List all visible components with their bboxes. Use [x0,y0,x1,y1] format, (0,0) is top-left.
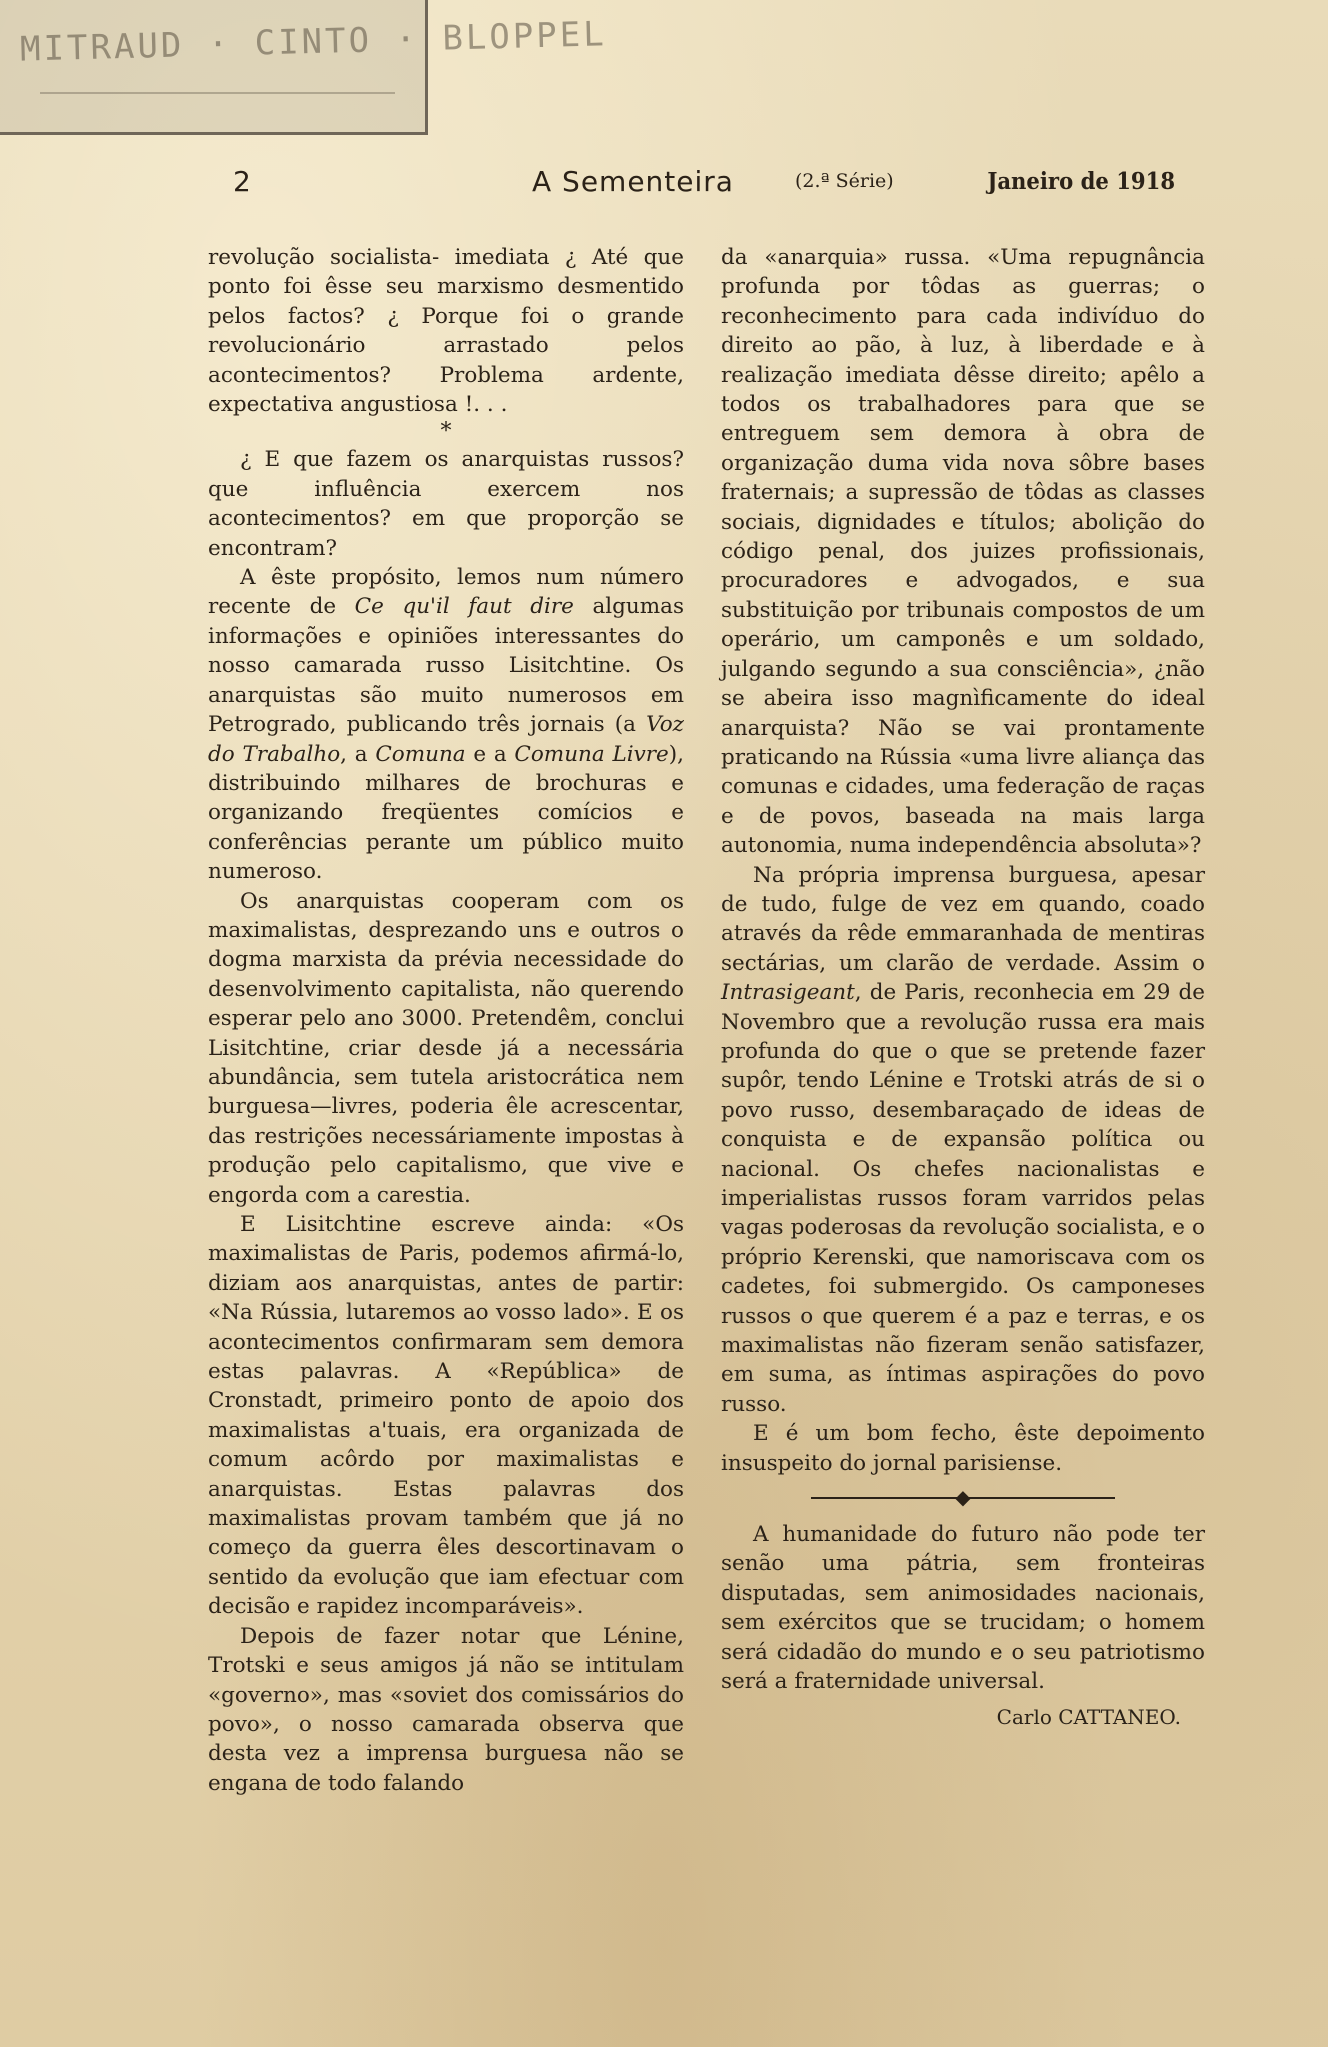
paragraph: da «anarquia» russa. «Uma repugnância profunda por tôdas as guerras; o reconhecimento para cada indivíduo do direito ao pão, à luz, à liberdade e à realização imediata dêsse direito; apêlo a todos os trabalhadores para que se entreguem sem demora à obra de organização duma vida nova sôbre bases fraternais; a supressão de tôdas as classes sociais, dignidades e títulos; abolição do código penal, dos juizes profissionais, procuradores e advogados, e sua substituição por tribunais compostos de um operário, um camponês e um soldado, julgando segundo a sua consciência», ¿não se abeira isso magnìficamente do ideal anarquista? Não se vai prontamente praticando na Rússia «uma livre aliança das comunas e cidades, uma federação de raças e de povos, baseada na mais larga autonomia, numa independência absoluta»? [721,245,1205,859]
stamp-line [40,92,395,94]
paragraph: A êste propósito, lemos num número recente de Ce qu'il faut dire algumas informações e opiniões interessantes do nosso camarada russo Lisitchtine. Os anarquistas são muito numerosos em Petrogrado, publicando três jornais (a Voz do Trabalho, a Comuna e a Comuna Livre), distribuindo milhares de brochuras e organizando freqüentes comícios e conferências perante um público muito numeroso. [208,565,684,885]
quote-signature: Carlo CATTANEO. [996,1704,1181,1729]
publication-name: Comuna [375,741,466,767]
left-column [208,243,684,1798]
paragraph: Na própria imprensa burguesa, apesar de tudo, fulge de vez em quando, coado através da rêde emmaranhada de mentiras sectárias, um clarão de verdade. Assim o Intrasigeant, de Paris, reconhecia em 29 de Novembro que a revolução russa era mais profunda do que o que se pretende fazer supôr, tendo Lénine e Trotski atrás de si o povo russo, desembaraçado de ideas de conquista e de expansão política ou nacional. Os chefes nacionalistas e imperialistas russos foram varridos pelas vagas poderosas da revolução socialista, e o próprio Kerenski, que namoriscava com os cadetes, foi submergido. Os camponeses russos o que querem é a paz e terras, e os maximalistas não fizeram senão satisfazer, em suma, as íntimas aspirações do povo russo. [721,862,1205,1417]
diamond-ornament-icon: ◆ [955,1485,971,1510]
publication-name: Voz do Trabalho [208,712,684,767]
paragraph: revolução socialista- imediata ¿ Até que ponto foi êsse seu marxismo desmentido pelos factos? ¿ Porque foi o grande revolucionário arrastado pelos acontecimentos? Problema ardente, expectativa angustiosa !. . . [208,245,684,418]
publication-name: Comuna Livre [514,741,669,767]
archive-stamp [0,0,608,135]
stamp-text: MITRAUD · CINTO · BLOPPEL [19,14,608,70]
paragraph: E Lisitchtine escreve ainda: «Os maximalistas de Paris, podemos afirmá-lo, diziam aos anarquistas, antes de partir: «Na Rússia, lutaremos ao vosso lado». E os acontecimentos confirmaram sem demora estas palavras. A «República» de Cronstadt, primeiro ponto de apoio dos maximalistas a'tuais, era organizada de comum acôrdo por maximalistas e anarquistas. Estas palavras dos maximalistas provam também que já no começo da guerra êles descortinavam o sentido da evolução que iam efectuar com decisão e rapidez incomparáveis». [208,1212,684,1620]
publication-title: A Sementeira [532,165,734,198]
publication-name: Ce qu'il faut dire [354,594,574,620]
paragraph: Os anarquistas cooperam com os maximalistas, desprezando uns e outros o dogma marxista da prévia necessidade do desenvolvimento capitalista, não querendo esperar pelo ano 3000. Pretendêm, conclui Lisitchtine, criar desde já a necessária abundância, sem tutela aristocrática nem burguesa—livres, poderia êle acrescentar, das restrições necessáriamente impostas à produção pelo capitalismo, que vive e engorda com a carestia. [208,888,684,1208]
paragraph: Depois de fazer notar que Lénine, Trotski e seus amigos já não se intitulam «governo», mas «soviet dos comissários do povo», o nosso camarada observa que desta vez a imprensa burguesa não se engana de todo falando [208,1623,684,1796]
paragraph: E é um bom fecho, êste depoimento insuspeito do jornal parisiense. [721,1421,1205,1476]
series-label: (2.ª Série) [795,170,894,192]
section-divider [721,1486,1205,1510]
quote-paragraph: A humanidade do futuro não pode ter senão uma pátria, sem fronteiras disputadas, sem animosidades nacionais, sem exércitos que se trucidam; o homem será cidadão do mundo e o seu patriotismo será a fraternidade universal. [721,1522,1205,1695]
asterism-separator: * [440,419,452,445]
page-number: 2 [233,165,251,198]
right-column [721,243,1205,1732]
paragraph: ¿ E que fazem os anarquistas russos? que influência exercem nos acontecimentos? em que proporção se encontram? [208,447,684,561]
issue-date: Janeiro de 1918 [987,168,1175,195]
page-header [225,165,1175,205]
publication-name: Intrasigeant [721,980,855,1006]
